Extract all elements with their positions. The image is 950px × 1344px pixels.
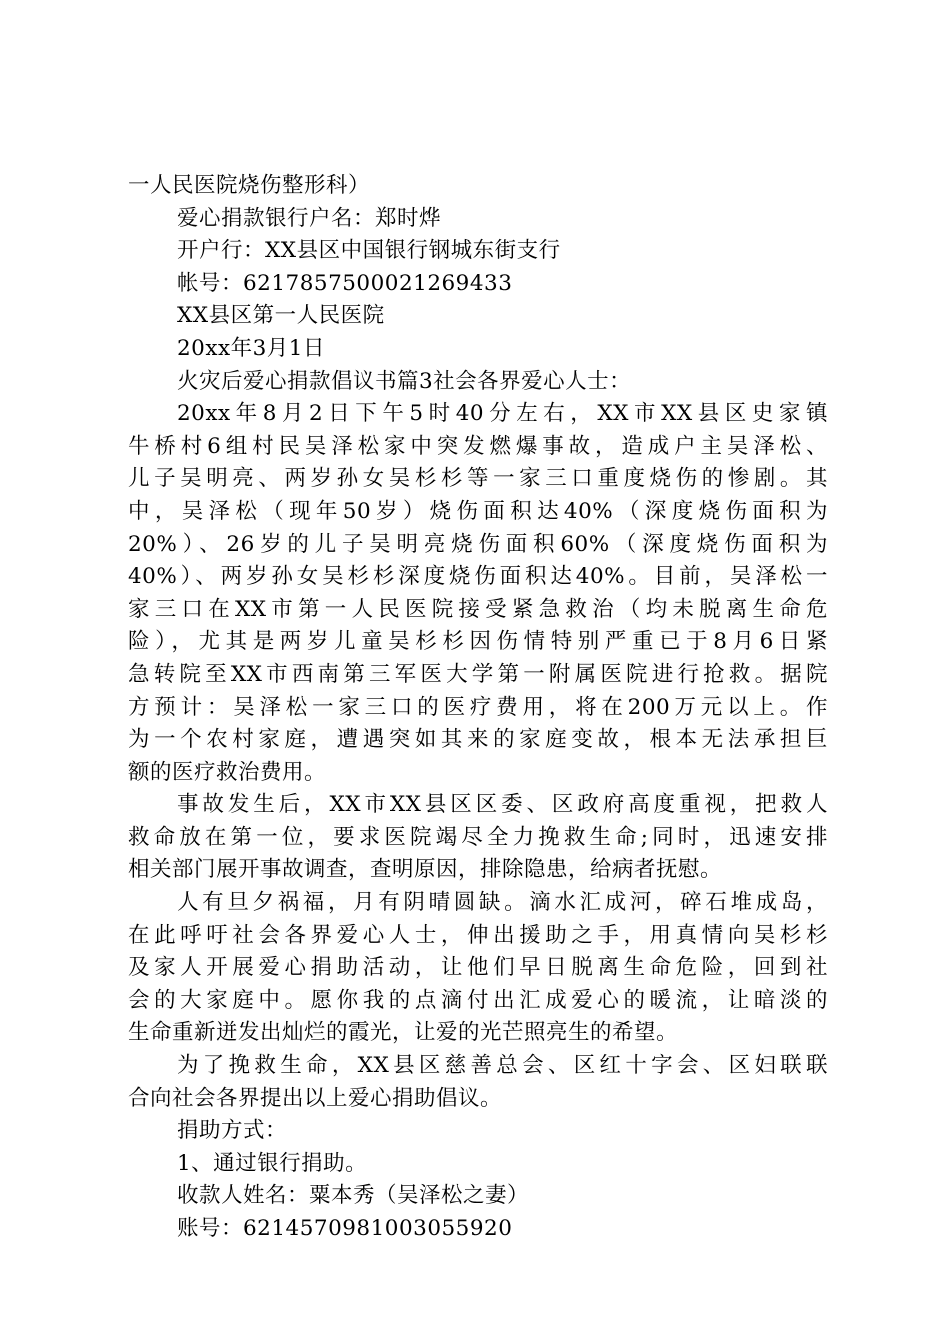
text-line-25: 及家人开展爱心捐助活动，让他们早日脱离生命危险，回到社 xyxy=(128,955,828,981)
text-line-21: 救命放在第一位，要求医院竭尽全力挽救生命;同时，迅速安排 xyxy=(128,824,828,850)
text-line-23: 人有旦夕祸福，月有阴晴圆缺。滴水汇成河，碎石堆成岛， xyxy=(177,890,828,916)
text-line-17: 方预计：吴泽松一家三口的医疗费用，将在200万元以上。作 xyxy=(128,694,828,720)
text-line-31: 1、通过银行捐助。 xyxy=(177,1150,368,1176)
text-line-4: 帐号：6217857500021269433 xyxy=(177,270,513,296)
text-line-24: 在此呼吁社会各界爱心人士，伸出援助之手，用真情向吴杉杉 xyxy=(128,922,828,948)
text-line-6: 20xx年3月1日 xyxy=(177,335,325,361)
text-line-26: 会的大家庭中。愿你我的点滴付出汇成爱心的暖流，让暗淡的 xyxy=(128,987,828,1013)
text-line-8: 20xx年8月2日下午5时40分左右，XX市XX县区史家镇 xyxy=(177,401,828,427)
text-line-19: 额的医疗救治费用。 xyxy=(128,759,327,785)
text-line-11: 中，吴泽松（现年50岁）烧伤面积达40%（深度烧伤面积为 xyxy=(128,498,828,524)
document-body xyxy=(128,170,828,1246)
text-line-3: 开户行：XX县区中国银行钢城东街支行 xyxy=(177,238,561,264)
text-line-32: 收款人姓名：粟本秀（吴泽松之妻） xyxy=(177,1183,530,1209)
text-line-1: 一人民医院烧伤整形科） xyxy=(128,173,371,198)
text-line-29: 合向社会各界提出以上爱心捐助倡议。 xyxy=(128,1085,503,1111)
text-line-14: 家三口在XX市第一人民医院接受紧急救治（均未脱离生命危 xyxy=(128,596,828,622)
text-line-7: 火灾后爱心捐款倡议书篇3社会各界爱心人士： xyxy=(177,368,632,394)
text-line-33: 账号：6214570981003055920 xyxy=(177,1216,513,1241)
text-line-10: 儿子吴明亮、两岁孙女吴杉杉等一家三口重度烧伤的惨剧。其 xyxy=(128,466,828,492)
text-line-15: 险），尤其是两岁儿童吴杉杉因伤情特别严重已于8月6日紧 xyxy=(128,629,828,655)
text-line-27: 生命重新迸发出灿烂的霞光，让爱的光芒照亮生的希望。 xyxy=(128,1020,679,1046)
text-line-2: 爱心捐款银行户名：郑时烨 xyxy=(177,205,442,231)
text-line-13: 40%）、两岁孙女吴杉杉深度烧伤面积达40%。目前，吴泽松一 xyxy=(128,564,828,590)
text-line-22: 相关部门展开事故调查，查明原因，排除隐患，给病者抚慰。 xyxy=(128,857,723,883)
text-line-9: 牛桥村6组村民吴泽松家中突发燃爆事故，造成户主吴泽松、 xyxy=(128,433,828,459)
text-line-18: 为一个农村家庭，遭遇突如其来的家庭变故，根本无法承担巨 xyxy=(128,727,828,753)
text-line-20: 事故发生后，XX市XX县区区委、区政府高度重视，把救人 xyxy=(177,792,828,818)
text-line-30: 捐助方式： xyxy=(177,1118,288,1144)
text-line-12: 20%）、26岁的儿子吴明亮烧伤面积60%（深度烧伤面积为 xyxy=(128,531,828,557)
text-line-5: XX县区第一人民医院 xyxy=(177,303,385,329)
text-line-16: 急转院至XX市西南第三军医大学第一附属医院进行抢救。据院 xyxy=(128,661,828,687)
text-line-28: 为了挽救生命，XX县区慈善总会、区红十字会、区妇联联 xyxy=(177,1053,828,1079)
